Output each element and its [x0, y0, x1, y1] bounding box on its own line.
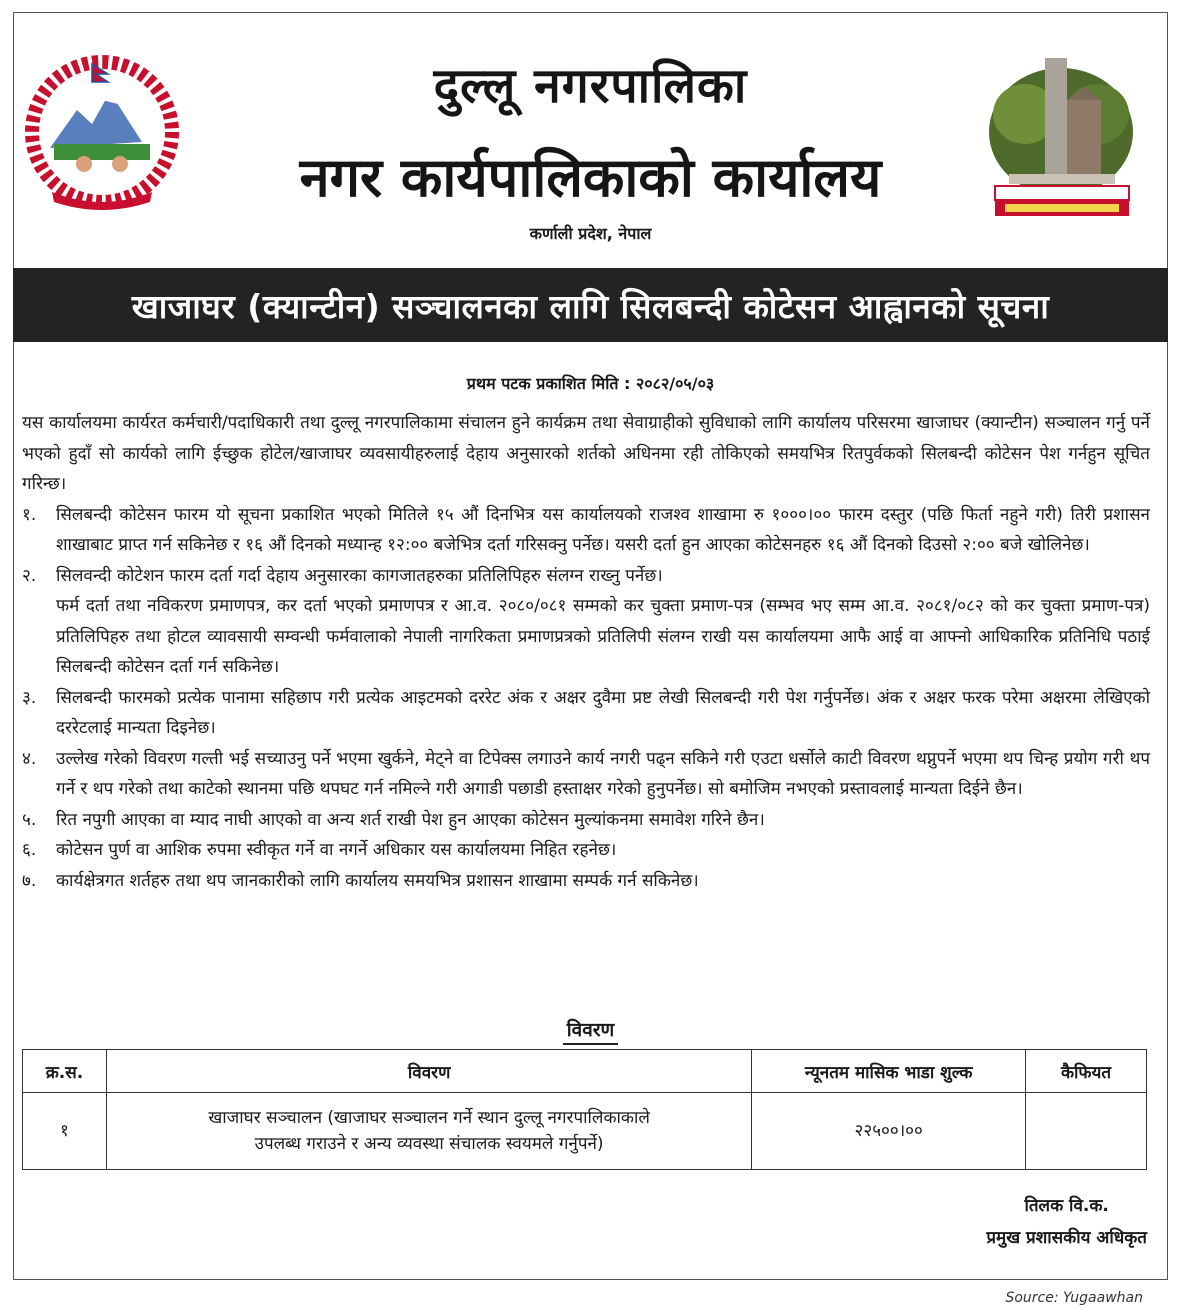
- condition-text: सिलबन्दी फारमको प्रत्येक पानामा सहिछाप गरी प्रत्येक आइटमको दररेट अंक र अक्षर दुवैमा प्रष्ट लेखी सिलबन्दी गरी पेश गर्नुपर्नेछ। अंक र अक्षर फरक परेमा अक्षरमा लेखिएको दररेटलाई मान्यता दिइनेछ।: [56, 687, 1150, 738]
- condition-text: सिलवन्दी कोटेशन फारम दर्ता गर्दा देहाय अनुसारका कागजातहरुका प्रतिलिपिहरु संलग्न राख्नु पर्नेछ।: [56, 565, 663, 586]
- details-table-title: [0, 1016, 1181, 1042]
- signature-block: [986, 1190, 1147, 1254]
- nepal-emblem-icon: [22, 52, 182, 217]
- signatory-designation: प्रमुख प्रशासकीय अधिकृत: [986, 1228, 1147, 1248]
- condition-text: उल्लेख गरेको विवरण गल्ती भई सच्याउनु पर्ने भएमा खुर्कने, मेट्ने वा टिपेक्स लगाउने कार्य नगरी पढ्न सकिने गरी एउटा धर्सोले काटी विवरण थप्नुपर्ने भएमा थप चिन्ह प्रयोग गरी थप गर्ने र थप गरेको तथा काटेको स्थानमा पछि थपघट गर्न नमिल्ने गरी अगाडी पछाडी हस्ताक्षर गरेको हुनुपर्नेछ। सो बमोजिम नभएको प्रस्तावलाई मान्यता दिईने छैन।: [56, 748, 1150, 799]
- cell-description-line2: उपलब्ध गराउने र अन्य व्यवस्था संचालक स्वयमले गर्नुपर्ने): [254, 1134, 604, 1154]
- cell-description-line1: खाजाघर सञ्चालन (खाजाघर सञ्चालन गर्ने स्थान दुल्लू नगरपालिकाकाले: [208, 1108, 650, 1128]
- condition-number: ४.: [22, 748, 37, 769]
- condition-item: [22, 744, 1150, 805]
- table-row: [23, 1093, 1147, 1170]
- cell-description: [106, 1093, 751, 1170]
- condition-text: रित नपुगी आएका वा म्याद नाघी आएको वा अन्य शर्त राखी पेश हुन आएका कोटेसन मुल्यांकनमा समावेश गरिने छैन।: [56, 809, 765, 830]
- dullu-municipality-logo-icon: [985, 42, 1137, 220]
- condition-item: [22, 561, 1150, 592]
- source-credit: Source: Yugaawhan: [1005, 1290, 1143, 1306]
- cell-rent: २२५००।००: [752, 1093, 1026, 1170]
- cell-remarks: [1026, 1093, 1147, 1170]
- condition-item: [22, 866, 1150, 897]
- condition-item: [22, 683, 1150, 744]
- header-description: विवरण: [106, 1050, 751, 1093]
- condition-text: कार्यक्षेत्रगत शर्तहरु तथा थप जानकारीको लागि कार्यालय समयभित्र प्रशासन शाखामा सम्पर्क गर्न सकिनेछ।: [56, 870, 699, 891]
- condition-item: [22, 835, 1150, 866]
- notice-body: [22, 408, 1150, 896]
- notice-title-banner: खाजाघर (क्यान्टीन) सञ्चालनका लागि सिलबन्दी कोटेसन आह्वानको सूचना: [13, 268, 1168, 342]
- condition-number: ६.: [22, 840, 37, 860]
- publication-date: प्रथम पटक प्रकाशित मिति : २०८२/०५/०३: [466, 374, 715, 393]
- header-remarks: कैफियत: [1026, 1050, 1147, 1093]
- condition-text: सिलबन्दी कोटेसन फारम यो सूचना प्रकाशित भएको मितिले १५ औं दिनभित्र यस कार्यालयको राजश्व शाखामा रु १०००।०० फारम दस्तुर (पछि फिर्ता नहुने गरी) तिरी प्रशासन शाखाबाट प्राप्त गर्न सकिनेछ र १६ औं दिनको मध्यान्ह १२:०० बजेभित्र दर्ता गरिसक्नु पर्नेछ। यसरी दर्ता हुन आएका कोटेसनहरु १६ औं दिनको दिउसो २:०० बजे खोलिनेछ।: [56, 504, 1150, 555]
- table-header-row: [23, 1050, 1147, 1093]
- office-name: नगर कार्यपालिकाको कार्यालय: [299, 146, 882, 209]
- condition-2-detail: फर्म दर्ता तथा नविकरण प्रमाणपत्र, कर दर्ता भएको प्रमाणपत्र र आ.व. २०८०/०८१ सम्मको कर चुक्ता प्रमाण-पत्र (सम्भव भए सम्म आ.व. २०८१/०८२ को कर चुक्ता प्रमाण-पत्र) प्रतिलिपिहरु तथा होटल व्यावसायी सम्वन्धी फर्मवालाको नेपाली नागरिकता प्रमाणप्रत्रको प्रतिलिपी संलग्न राखी यस कार्यालयमा आफै आई वा आफ्नो आधिकारिक प्रतिनिधि पठाई सिलबन्दी कोटेसन दर्ता गर्न सकिनेछ।: [56, 596, 1150, 677]
- header-serial: क्र.स.: [23, 1050, 107, 1093]
- condition-number: २.: [22, 565, 37, 586]
- signatory-name: तिलक वि.क.: [1024, 1196, 1109, 1216]
- province-location: कर्णाली प्रदेश, नेपाल: [529, 224, 652, 243]
- intro-paragraph: यस कार्यालयमा कार्यरत कर्मचारी/पदाधिकारी तथा दुल्लू नगरपालिकामा संचालन हुने कार्यक्रम तथा सेवाग्राहीको सुविधाको लागि कार्यालय परिसरमा खाजाघर (क्यान्टीन) सञ्चालन गर्नु पर्ने भएको हुदाँ सो कार्यको लागि ईच्छुक होटेल/खाजाघर व्यवसायीहरुलाई देहाय अनुसारको शर्तको अधिनमा रही तोकिएको समयभित्र रितपुर्वकको सिलबन्दी कोटेसन पेश गर्नहुन सूचित गरिन्छ।: [22, 413, 1150, 494]
- details-table-title-text: विवरण: [563, 1019, 619, 1045]
- condition-item: [22, 805, 1150, 836]
- condition-item: [22, 500, 1150, 561]
- header-min-rent: न्यूनतम मासिक भाडा शुल्क: [752, 1050, 1026, 1093]
- condition-number: ५.: [22, 809, 37, 830]
- condition-number: ३.: [22, 687, 37, 708]
- condition-number: १.: [22, 504, 37, 525]
- cell-serial: १: [23, 1093, 107, 1170]
- details-table: [22, 1049, 1147, 1170]
- condition-number: ७.: [22, 870, 37, 891]
- municipality-name: दुल्लू नगरपालिका: [433, 58, 748, 114]
- condition-text: कोटेसन पुर्ण वा आशिक रुपमा स्वीकृत गर्ने वा नगर्ने अधिकार यस कार्यालयमा निहित रहनेछ।: [56, 840, 617, 860]
